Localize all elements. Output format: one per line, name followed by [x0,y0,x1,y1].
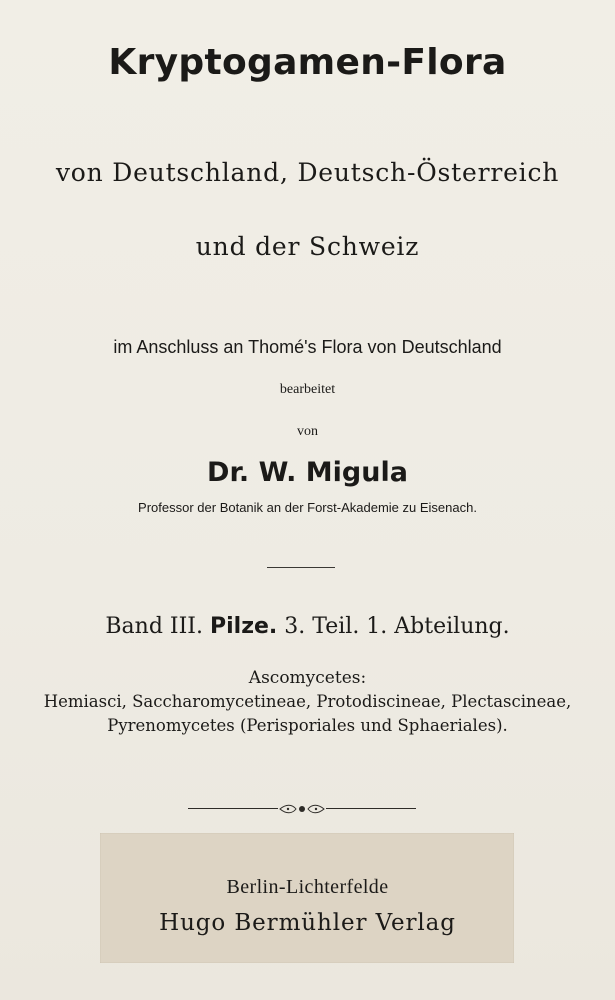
subtitle-line-2: und der Schweiz [195,232,420,261]
fleuron-icon [278,803,326,815]
volume-band: Band III. [105,614,203,639]
divider-rule [267,567,335,568]
bearbeitet-label: bearbeitet [279,382,336,397]
book-title: Kryptogamen-Flora [108,42,507,83]
publisher-place: Berlin-Lichterfelde [226,876,389,898]
volume-pilze: Pilze. [209,614,278,639]
von-label: von [297,424,318,439]
taxa-line-2: Pyrenomycetes (Perisporiales und Sphaeriales). [107,716,508,735]
ascomycetes-heading: Ascomycetes: [248,668,367,688]
volume-line [0,614,615,639]
subtitle-line-1: von Deutschland, Deutsch-Österreich [55,158,560,187]
ornament-divider [188,803,416,815]
anschluss-note: im Anschluss an Thomé's Flora von Deutschland [113,337,502,357]
ornament-bar-left [188,808,278,809]
author-name: Dr. W. Migula [207,457,408,488]
taxa-line-1: Hemiasci, Saccharomycetineae, Protodiscineae, Plectascineae, [43,692,572,711]
volume-part: 3. Teil. 1. Abteilung. [284,614,510,639]
ornament-bar-right [326,808,416,809]
author-affiliation: Professor der Botanik an der Forst-Akademie zu Eisenach. [138,500,477,515]
publisher-name: Hugo Bermühler Verlag [159,910,456,936]
